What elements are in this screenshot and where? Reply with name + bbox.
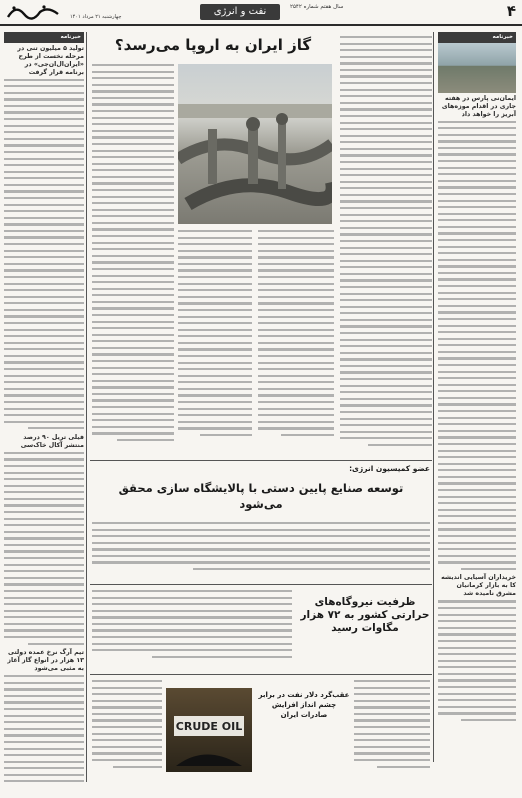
- brief1-body: [438, 121, 516, 571]
- main-headline: گاز ایران به اروپا می‌رسد؟: [114, 36, 312, 54]
- story3-headline: ظرفیت نیروگاه‌های حرارتی کشور به ۷۲ هزار مگاوات رسید: [300, 596, 430, 634]
- crude-oil-photo: [166, 688, 252, 772]
- issue-info: سال هفتم شماره ۲۵۴۲: [290, 4, 344, 10]
- story2-kicker: عضو کمیسیون انرژی:: [349, 464, 430, 473]
- page-number: ۴: [506, 2, 516, 20]
- story4-body-left: [92, 680, 162, 780]
- left-briefs-column: [4, 32, 84, 782]
- main-story-col-2b: [178, 230, 252, 456]
- story4-headline: عقب‌گرد دلار نفت در برابر چشم انداز افزایش صادرات ایران: [258, 691, 350, 719]
- left-brief3-title: تیم آرگ نرخ عمده دولتی ۱۳ هزار در انواع گاز آغاز به مثبی می‌شود: [7, 649, 84, 673]
- right-briefs-column: [438, 32, 516, 762]
- page-header: [0, 0, 522, 26]
- left-brief1-body: [4, 79, 84, 430]
- story2-body: [92, 522, 430, 580]
- brief1-title: ایمان‌نی پارس در هفته جاری در اقدام موزه‌های آبریز را خواهد داد: [441, 94, 516, 118]
- left-brief2-title: فیلی تریل ۹۰ درصد منتشر آکال خاک‌سی: [20, 433, 84, 449]
- left-brief2-body: [4, 452, 84, 645]
- main-story-col-1: [340, 36, 432, 456]
- gas-pipeline-photo: [178, 64, 332, 224]
- story2-headline: توسعه صنایع پایین دستی با پالایشگاه سازی محقق می‌شود: [118, 481, 404, 511]
- main-story-col-3: [92, 64, 174, 456]
- newspaper-logo: [4, 2, 64, 22]
- story3-body: [92, 590, 292, 670]
- pipeline-field-photo: [438, 43, 516, 93]
- left-brief3-body: [4, 675, 84, 782]
- section-title: نفت و انرژی: [200, 4, 280, 20]
- story4-body-right: [354, 680, 430, 780]
- left-briefs-label: خبرنامه: [4, 32, 84, 43]
- crude-oil-sign-text: CRUDE OIL: [175, 720, 243, 733]
- subtitle-line: چهارشنبه ۲۱ مرداد ۱۴۰۱: [70, 14, 122, 20]
- main-story-col-2a: [258, 230, 334, 456]
- briefs-label: خبرنامه: [438, 32, 516, 43]
- left-brief1-title: تولید ۵ میلیون تنی در مرحله نخست از طرح «ایران‌ال‌ان‌جی» در برنامه قرار گرفت: [17, 44, 84, 76]
- brief2-title: خریداران آسیایی اندیشه کا به بازار کرمانیان مشرق نامیده شد: [441, 574, 516, 598]
- brief2-body: [438, 600, 516, 721]
